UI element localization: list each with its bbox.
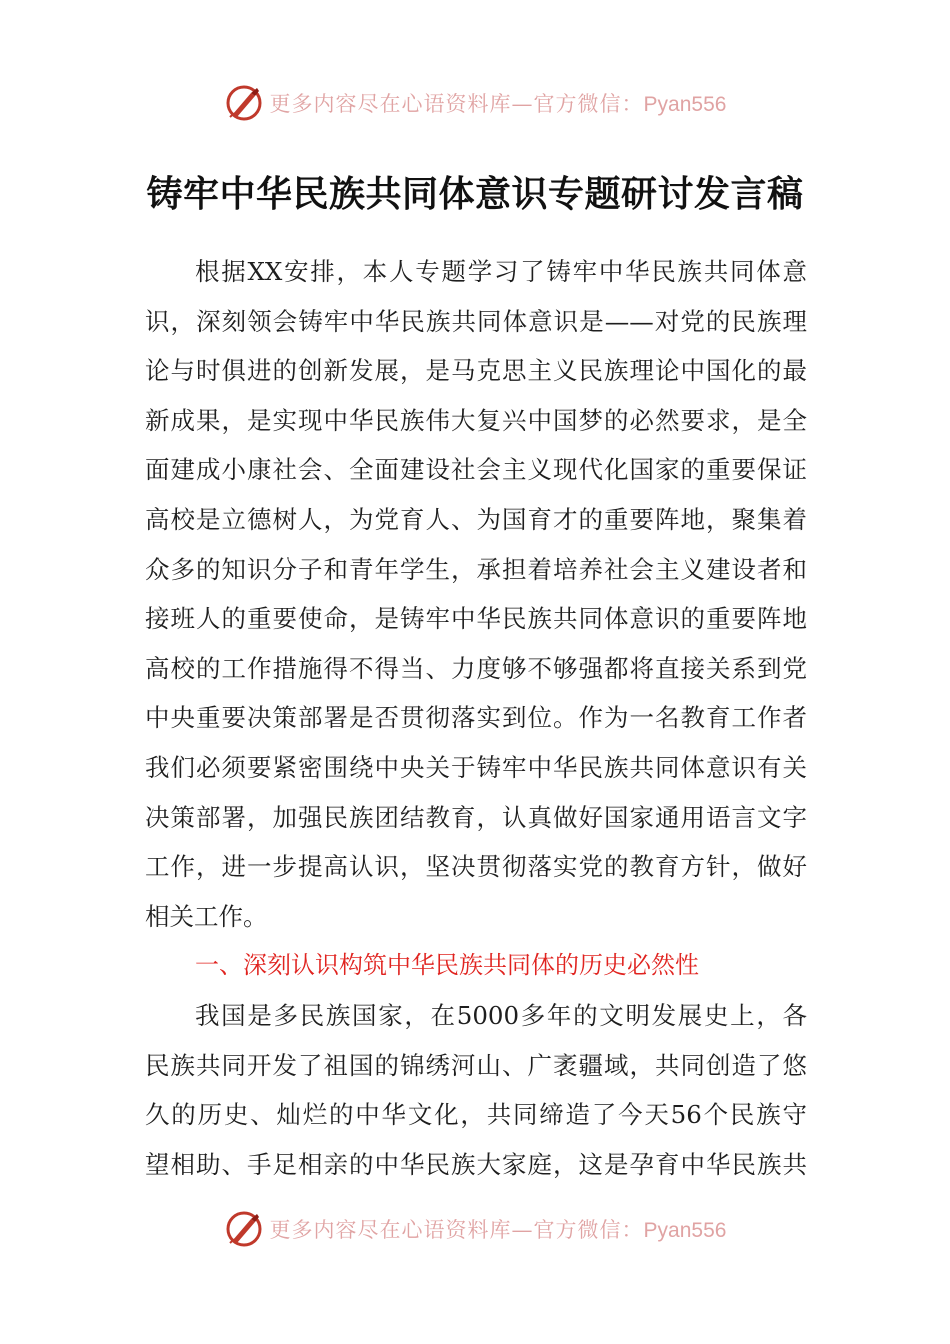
paragraph-line: 民族共同开发了祖国的锦绣河山、广袤疆域，共同创造了悠	[145, 1050, 807, 1080]
paragraph-line: 中央重要决策部署是否贯彻落实到位。作为一名教育工作者	[145, 703, 807, 733]
paragraph-line: 新成果，是实现中华民族伟大复兴中国梦的必然要求，是全	[145, 405, 807, 435]
paragraph-line: 接班人的重要使命，是铸牢中华民族共同体意识的重要阵地	[145, 604, 807, 634]
paragraph-line: 高校是立德树人，为党育人、为国育才的重要阵地，聚集着	[145, 504, 807, 534]
paragraph-line: 工作，进一步提高认识，坚决贯彻落实党的教育方针，做好	[145, 852, 807, 882]
paragraph-line: 望相助、手足相亲的中华民族大家庭，这是孕育中华民族共	[145, 1149, 807, 1179]
section-heading: 一、深刻认识构筑中华民族共同体的历史必然性	[195, 951, 699, 980]
paragraph-line: 我们必须要紧密围绕中央关于铸牢中华民族共同体意识有关	[145, 752, 807, 782]
wechat-id: Pyan556	[643, 1219, 727, 1242]
wechat-id: Pyan556	[643, 93, 727, 116]
footer-watermark-banner	[0, 1206, 950, 1252]
pen-logo-icon	[224, 83, 264, 123]
header-watermark-banner	[0, 80, 950, 126]
document-title: 铸牢中华民族共同体意识专题研讨发言稿	[146, 173, 804, 215]
paragraph-line: 根据XX安排，本人专题学习了铸牢中华民族共同体意	[195, 257, 807, 286]
banner-text: 更多内容尽在心语资料库—官方微信：Pyan556	[269, 92, 727, 116]
paragraph-line: 我国是多民族国家，在5000多年的文明发展史上，各	[195, 1000, 807, 1030]
paragraph-line: 论与时俱进的创新发展，是马克思主义民族理论中国化的最	[145, 356, 807, 386]
paragraph-line: 识，深刻领会铸牢中华民族共同体意识是——对党的民族理	[145, 306, 807, 336]
document-body	[145, 247, 807, 1189]
paragraph-line: 相关工作。	[145, 901, 268, 931]
paragraph-line: 高校的工作措施得不得当、力度够不够强都将直接关系到党	[145, 653, 807, 683]
pen-logo-icon	[224, 1209, 264, 1249]
banner-text: 更多内容尽在心语资料库—官方微信：Pyan556	[269, 1218, 727, 1242]
paragraph-line: 决策部署，加强民族团结教育，认真做好国家通用语言文字	[145, 802, 807, 832]
paragraph-line: 面建成小康社会、全面建设社会主义现代化国家的重要保证	[145, 455, 807, 485]
paragraph-line: 众多的知识分子和青年学生，承担着培养社会主义建设者和	[145, 554, 807, 584]
paragraph-line: 久的历史、灿烂的中华文化，共同缔造了今天56个民族守	[145, 1100, 807, 1130]
